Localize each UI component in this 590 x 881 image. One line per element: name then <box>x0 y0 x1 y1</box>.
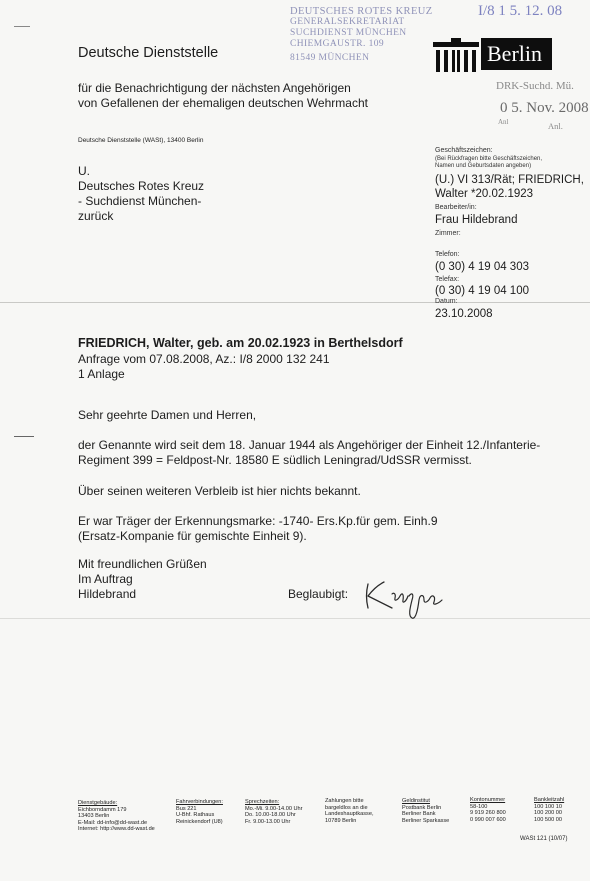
footer-line: Do. 10.00-18.00 Uhr <box>245 812 296 819</box>
org-name: Deutsche Dienststelle <box>78 45 219 61</box>
drk-stamp-title: DEUTSCHES ROTES KREUZ <box>290 6 433 17</box>
footer-heading: Zahlungen bitte <box>325 798 364 804</box>
footer-column <box>325 798 374 824</box>
reference-note <box>435 156 542 170</box>
handler-label: Bearbeiter/in: <box>435 204 477 211</box>
sender-line: Deutsche Dienststelle (WASt), 13400 Berlin <box>78 137 204 144</box>
paragraph-missing <box>78 438 540 468</box>
drk-stamp-line: GENERALSEKRETARIAT <box>290 17 405 27</box>
fax-value: (0 30) 4 19 04 100 <box>435 285 529 297</box>
subject-enclosure: 1 Anlage <box>78 367 125 381</box>
drk-stamp-line: 81549 MÜNCHEN <box>290 53 370 63</box>
fold-line <box>0 302 590 303</box>
recipient-address <box>78 164 204 224</box>
footer-line: Mo.-Mi. 9.00-14.00 Uhr <box>245 805 303 812</box>
paragraph-line: Er war Träger der Erkennungsmarke: -1740- Ers.Kp.für gem. Einh.9 <box>78 514 438 528</box>
footer-line: 0 990 007 600 <box>470 816 506 823</box>
fold-line <box>0 618 590 619</box>
footer-heading: Fahrverbindungen: <box>176 799 223 805</box>
recipient-line: Deutsches Rotes Kreuz <box>78 179 205 193</box>
reference-stamp: I/8 1 5. 12. 08 <box>478 3 563 19</box>
certified-label: Beglaubigt: <box>288 587 349 601</box>
footer-line: 58-100 <box>470 803 488 810</box>
paragraph-whereabouts: Über seinen weiteren Verbleib ist hier nichts bekannt. <box>78 484 361 498</box>
footer-line: 100 500 00 <box>534 816 562 823</box>
footer-line: Eichborndamm 179 <box>78 806 127 813</box>
footer-line: Postbank Berlin <box>402 804 442 811</box>
drk-stamp-line: SUCHDIENST MÜNCHEN <box>290 28 407 38</box>
form-number: WASt 121 (10/07) <box>520 836 568 842</box>
fax-label: Telefax: <box>435 276 460 283</box>
paragraph-line: Regiment 399 = Feldpost-Nr. 18580 E südlich Leningrad/UdSSR vermisst. <box>78 453 472 467</box>
paragraph-identity-tag <box>78 514 438 544</box>
closing-line: Im Auftrag <box>78 572 133 586</box>
footer-heading: Sprechzeiten: <box>245 799 280 805</box>
footer-line: Berliner Bank <box>402 811 436 818</box>
footer-column <box>402 798 449 824</box>
page-margin-mark <box>14 436 34 437</box>
brandenburg-gate-icon <box>433 38 479 74</box>
footer-line: Reinickendorf (U8) <box>176 818 223 825</box>
drk-stamp <box>290 6 433 64</box>
footer-line: Landeshauptkasse, <box>325 811 374 818</box>
received-stamp-sub: Anl. <box>548 121 563 131</box>
footer-line: Berliner Sparkasse <box>402 817 450 824</box>
subject-title: FRIEDRICH, Walter, geb. am 20.02.1923 in Berthelsdorf <box>78 336 403 350</box>
date-label: Datum: <box>435 298 458 305</box>
salutation: Sehr geehrte Damen und Herren, <box>78 408 257 422</box>
handler-value: Frau Hildebrand <box>435 214 518 226</box>
closing-line: Mit freundlichen Grüßen <box>78 557 207 571</box>
footer-line: Bus 221 <box>176 805 197 812</box>
phone-value: (0 30) 4 19 04 303 <box>435 261 529 273</box>
received-stamp-date: 0 5. Nov. 2008 <box>500 100 589 116</box>
paragraph-line: (Ersatz-Kompanie für gemischte Einheit 9). <box>78 529 307 543</box>
room-label: Zimmer: <box>435 230 461 237</box>
footer-line: 13403 Berlin <box>78 813 110 820</box>
handwritten-signature <box>362 578 452 622</box>
recipient-line: U. <box>78 164 90 178</box>
footer-column <box>470 797 506 823</box>
footer-line: bargeldlos an die <box>325 804 368 811</box>
phone-label: Telefon: <box>435 251 460 258</box>
received-stamp-sub: Anl <box>498 118 509 126</box>
received-stamp-line: DRK-Suchd. Mü. <box>496 80 574 92</box>
closing-line: Hildebrand <box>78 587 137 601</box>
footer-heading: Bankleitzahl <box>534 797 565 803</box>
footer-line: U-Bhf. Rathaus <box>176 812 215 819</box>
closing-block <box>78 557 207 602</box>
footer-column <box>78 800 155 833</box>
footer-column <box>534 797 564 823</box>
recipient-line: zurück <box>78 209 114 223</box>
footer-line: Fr. 9.00-13.00 Uhr <box>245 818 291 825</box>
footer-column <box>245 799 303 825</box>
reference-label: Geschäftszeichen: <box>435 147 493 154</box>
footer-line: 100 200 00 <box>534 810 562 817</box>
date-value: 23.10.2008 <box>435 308 493 320</box>
org-subtitle <box>78 81 368 111</box>
footer-line: 9 919 260 800 <box>470 810 506 817</box>
page-margin-mark <box>14 26 30 27</box>
org-subtitle-line: für die Benachrichtigung der nächsten Angehörigen <box>78 81 351 95</box>
footer-column <box>176 799 223 825</box>
reference-value <box>435 173 584 201</box>
berlin-logo-text: Berlin <box>481 38 552 70</box>
reference-value-line: Walter *20.02.1923 <box>435 188 534 200</box>
footer-line: 10789 Berlin <box>325 817 357 824</box>
drk-stamp-line: CHIEMGAUSTR. 109 <box>290 39 385 49</box>
footer-heading: Geldinstitut <box>402 798 430 804</box>
footer-line: 100 100 10 <box>534 803 562 810</box>
recipient-line: - Suchdienst München- <box>78 194 202 208</box>
footer-heading: Dienstgebäude: <box>78 800 118 806</box>
org-subtitle-line: von Gefallenen der ehemaligen deutschen Wehrmacht <box>78 96 368 110</box>
paragraph-line: der Genannte wird seit dem 18. Januar 1944 als Angehöriger der Einheit 12./Infanterie- <box>78 438 541 452</box>
footer-line: E-Mail: dd-info@dd-wast.de <box>78 819 148 826</box>
reference-note-line: Namen und Geburtsdaten angeben) <box>435 163 532 169</box>
footer-heading: Kontonummer <box>470 797 506 803</box>
footer-line: Internet: http://www.dd-wast.de <box>78 826 155 833</box>
subject-inquiry: Anfrage vom 07.08.2008, Az.: I/8 2000 132 241 <box>78 352 330 366</box>
reference-value-line: (U.) VI 313/Rät; FRIEDRICH, <box>435 174 584 186</box>
reference-note-line: (Bei Rückfragen bitte Geschäftszeichen, <box>435 156 543 162</box>
